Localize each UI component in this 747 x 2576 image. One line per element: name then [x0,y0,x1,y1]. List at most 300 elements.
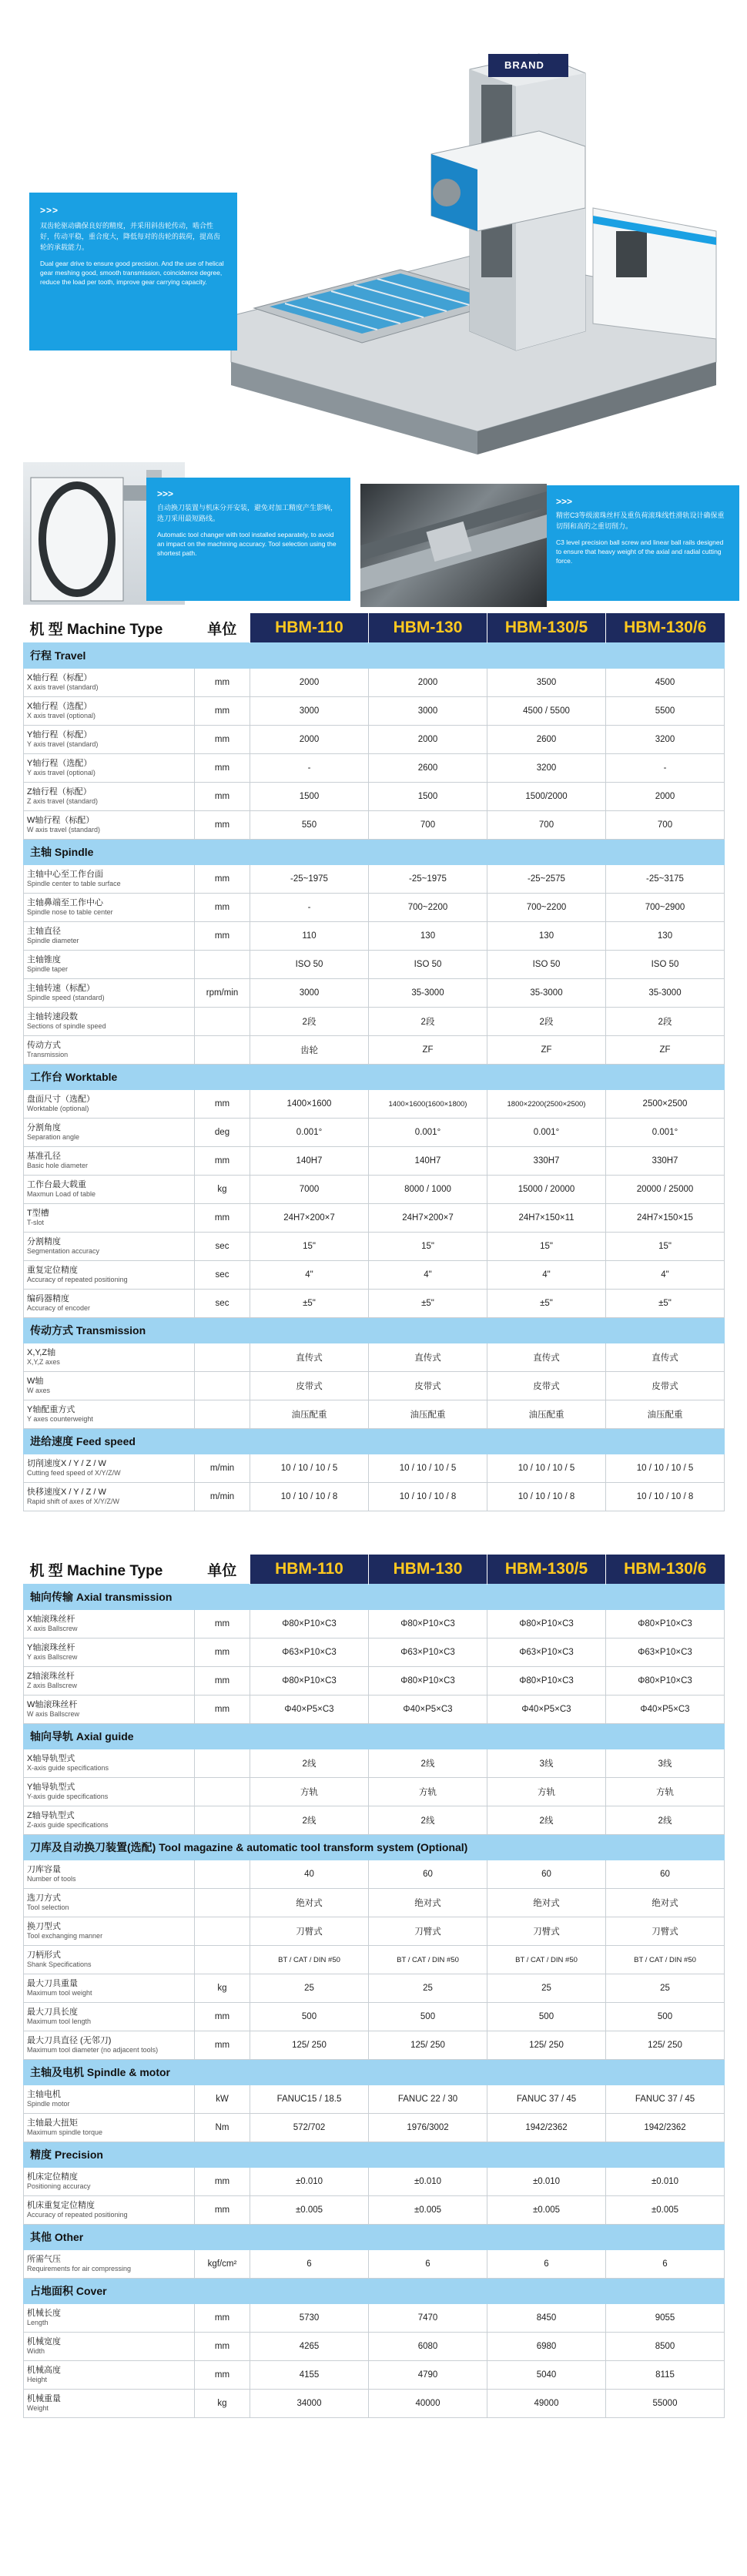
spec-value: 15" [487,1233,606,1261]
spec-unit [195,1946,250,1974]
spec-value: 2线 [369,1749,487,1778]
spec-value: 1500/2000 [487,783,606,811]
spec-label [24,2085,195,2114]
spec-value: 0.001° [606,1119,725,1147]
spec-value: 刀臂式 [606,1917,725,1946]
spec-value: 0.001° [487,1119,606,1147]
panel-arrows: >>> [556,496,573,507]
spec-unit: rpm/min [195,979,250,1008]
spec-label-cn: 最大刀具直径 (无邻刀) [27,2036,112,2045]
spec-value: 5500 [606,697,725,726]
spec-label-en: Y-axis guide specifications [27,1793,109,1800]
spec-value: 刀臂式 [487,1917,606,1946]
spec-value: Φ80×P10×C3 [487,1667,606,1696]
spec-unit [195,1400,250,1429]
spec-unit: deg [195,1119,250,1147]
section-title: 其他 Other [24,2225,725,2250]
spec-value: ±0.010 [250,2168,369,2196]
table-row [24,726,725,754]
spec-value: Φ40×P5×C3 [606,1696,725,1724]
spec-value: 25 [487,1974,606,2003]
section-header [24,1835,725,1860]
spec-unit [195,1806,250,1835]
spec-label [24,1261,195,1290]
ballscrew-rail-photo [360,484,547,607]
spec-label-cn: 主轴锥度 [27,955,61,964]
spec-value: Φ80×P10×C3 [606,1667,725,1696]
spec-table-1 [23,613,725,1511]
spec-label-en: Weight [27,2404,49,2412]
spec-value: Φ80×P10×C3 [606,1610,725,1639]
section-title: 精度 Precision [24,2142,725,2168]
spec-value: 125/ 250 [606,2031,725,2060]
spec-label-cn: 机床重复定位精度 [27,2201,95,2210]
panel-arrows: >>> [157,488,174,499]
section-header [24,1318,725,1343]
spec-value: 4500 / 5500 [487,697,606,726]
spec-label-en: Maximum tool length [27,2018,92,2025]
spec-value: 2段 [606,1008,725,1036]
spec-value: 10 / 10 / 10 / 8 [250,1483,369,1511]
table-row [24,1204,725,1233]
spec-label [24,726,195,754]
spec-value: 刀臂式 [250,1917,369,1946]
spec-label-en: Y axis travel (optional) [27,769,95,776]
spec-label-cn: X轴导轨型式 [27,1754,75,1763]
spec-value: 8000 / 1000 [369,1176,487,1204]
spec-unit: mm [195,1639,250,1667]
spec-label-cn: 刀库容量 [27,1865,61,1874]
spec-label-en: Rapid shift of axes of X/Y/Z/W [27,1498,120,1505]
spec-label [24,1917,195,1946]
spec-value: Φ63×P10×C3 [487,1639,606,1667]
spec-label [24,1946,195,1974]
spec-value: 直传式 [369,1343,487,1372]
spec-label-en: Z-axis guide specifications [27,1821,109,1829]
section-title: 行程 Travel [24,643,725,669]
table-row [24,1639,725,1667]
spec-unit: kW [195,2085,250,2114]
spec-unit: mm [195,1204,250,1233]
spec-value: 2线 [250,1749,369,1778]
spec-value: 油压配重 [250,1400,369,1429]
spec-label-cn: 盘面尺寸（选配） [27,1095,95,1104]
panel-arrows: >>> [40,205,59,216]
spec-label-en: Maximum tool weight [27,1989,92,1997]
spec-label [24,2304,195,2333]
panel-text-cn: 双齿轮驱动确保良好的精度，并采用斜齿轮传动，啮合性好，传动平稳，重合度大，降低每对的齿轮的载荷，提高齿轮的承载能力。 [40,222,221,251]
spec-label [24,1667,195,1696]
spec-value: 2000 [250,726,369,754]
spec-value: 25 [250,1974,369,2003]
spec-label-cn: 机床定位精度 [27,2172,78,2182]
spec-value: 6980 [487,2333,606,2361]
spec-unit [195,1860,250,1889]
spec-label [24,1290,195,1318]
table-row [24,2304,725,2333]
spec-value: Φ63×P10×C3 [606,1639,725,1667]
spec-label-cn: 主轴鼻端至工作中心 [27,898,103,907]
spec-label-en: W axes [27,1387,51,1394]
spec-value: 550 [250,811,369,840]
spec-label [24,1806,195,1835]
spec-value: 方轨 [606,1778,725,1806]
spec-value: 10 / 10 / 10 / 8 [487,1483,606,1511]
spec-label-en: Accuracy of encoder [27,1304,91,1312]
spec-label [24,894,195,922]
spec-label-en: Y axes counterweight [27,1415,93,1423]
spec-label-cn: W轴 [27,1377,44,1386]
spec-label-cn: 所需气压 [27,2255,61,2264]
spec-value: -25~3175 [606,865,725,894]
spec-label-cn: Z轴滚珠丝杆 [27,1672,75,1681]
table-row [24,1889,725,1917]
spec-unit: mm [195,865,250,894]
spec-value: FANUC15 / 18.5 [250,2085,369,2114]
spec-value: 10 / 10 / 10 / 8 [606,1483,725,1511]
spec-value: 2线 [369,1806,487,1835]
spec-label-cn: 刀柄形式 [27,1950,61,1960]
spec-value: 0.001° [369,1119,487,1147]
spec-label [24,922,195,951]
spec-value: -25~1975 [250,865,369,894]
spec-value: 130 [487,922,606,951]
spec-label-en: Shank Specifications [27,1961,92,1968]
spec-label [24,1749,195,1778]
spec-label-en: X axis travel (optional) [27,712,96,719]
spec-value: ZF [487,1036,606,1065]
spec-label [24,1400,195,1429]
spec-label-cn: 传动方式 [27,1041,61,1050]
section-header [24,2225,725,2250]
table-row [24,865,725,894]
spec-unit: mm [195,2304,250,2333]
spec-label [24,1343,195,1372]
table-row [24,1343,725,1372]
spec-value: 2000 [606,783,725,811]
header-model-3: HBM-130/5 [487,1555,606,1585]
spec-value: 60 [487,1860,606,1889]
spec-value: 油压配重 [606,1400,725,1429]
spec-value: 2000 [250,669,369,697]
spec-value: Φ80×P10×C3 [487,1610,606,1639]
panel-text-cn: 精密C3等级滚珠丝杆及重负荷滚珠线性滑轨设计确保重切削和高的之重切削力。 [556,512,725,530]
spec-value: FANUC 37 / 45 [606,2085,725,2114]
spec-label [24,2333,195,2361]
spec-unit [195,951,250,979]
spec-value: 2线 [606,1806,725,1835]
spec-label-en: Maximum spindle torque [27,2128,103,2136]
spec-unit: kgf/cm² [195,2250,250,2279]
section-title: 占地面积 Cover [24,2279,725,2304]
spec-label-en: X axis travel (standard) [27,683,99,691]
table-row [24,979,725,1008]
spec-label [24,783,195,811]
spec-label-en: X,Y,Z axes [27,1358,60,1366]
section-title: 刀库及自动换刀装置(选配) Tool magazine & automatic tool transform system (Optional) [24,1835,725,1860]
spec-label [24,1778,195,1806]
spec-value: 10 / 10 / 10 / 8 [369,1483,487,1511]
spec-value: 直传式 [606,1343,725,1372]
section-title: 轴向导轨 Axial guide [24,1724,725,1749]
spec-value: 0.001° [250,1119,369,1147]
spec-label [24,1036,195,1065]
spec-label [24,2114,195,2142]
spec-label [24,2250,195,2279]
spec-unit: kg [195,2390,250,2418]
spec-value: 700~2900 [606,894,725,922]
spec-label [24,1974,195,2003]
spec-value: 572/702 [250,2114,369,2142]
spec-label [24,2031,195,2060]
spec-value: 8115 [606,2361,725,2390]
spec-value: 2600 [369,754,487,783]
spec-label [24,1610,195,1639]
spec-unit: mm [195,894,250,922]
spec-value: 10 / 10 / 10 / 5 [606,1454,725,1483]
spec-value: 49000 [487,2390,606,2418]
spec-value: 2线 [487,1806,606,1835]
spec-value: 15" [250,1233,369,1261]
table-row [24,1119,725,1147]
spec-value: 油压配重 [487,1400,606,1429]
table-row [24,1749,725,1778]
spec-value: 2000 [369,726,487,754]
section-title: 主轴 Spindle [24,840,725,865]
spec-label [24,1372,195,1400]
spec-label-en: Spindle motor [27,2100,70,2108]
spec-value: Φ40×P5×C3 [369,1696,487,1724]
spec-value: 500 [369,2003,487,2031]
spec-unit: mm [195,1696,250,1724]
spec-label-cn: Y轴导轨型式 [27,1783,75,1792]
spec-unit: mm [195,754,250,783]
spec-value: 35-3000 [606,979,725,1008]
spec-label-cn: Y轴行程（标配） [27,730,92,740]
spec-value: 6 [250,2250,369,2279]
spec-value: ZF [369,1036,487,1065]
spec-value: 绝对式 [606,1889,725,1917]
table-row [24,1667,725,1696]
spec-label-cn: 基准孔径 [27,1152,61,1161]
header-model-2: HBM-130 [369,613,487,643]
spec-value: 4500 [606,669,725,697]
header-model-4: HBM-130/6 [606,1555,725,1585]
spec-label-en: Spindle diameter [27,937,79,944]
section-title: 轴向传输 Axial transmission [24,1585,725,1610]
spec-value: 3线 [606,1749,725,1778]
spec-value: 5730 [250,2304,369,2333]
spec-label-en: Cutting feed speed of X/Y/Z/W [27,1469,121,1477]
spec-value: 1942/2362 [487,2114,606,2142]
spec-label-cn: 选刀方式 [27,1893,61,1903]
table-row [24,1946,725,1974]
spec-unit: mm [195,2003,250,2031]
section-header [24,2060,725,2085]
spec-value: 绝对式 [487,1889,606,1917]
header-model-3: HBM-130/5 [487,613,606,643]
spec-value: 4" [250,1261,369,1290]
table-row [24,697,725,726]
spec-value: 60 [369,1860,487,1889]
spec-label-en: Y axis travel (standard) [27,740,99,748]
ballscrew-graphic [360,484,547,607]
spec-value: 皮带式 [250,1372,369,1400]
spec-value: ISO 50 [369,951,487,979]
spec-label-cn: 最大刀具重量 [27,1979,78,1988]
spec-value: 700~2200 [369,894,487,922]
spec-label-cn: X轴滚珠丝杆 [27,1615,75,1624]
table-row [24,1483,725,1511]
spec-label [24,1008,195,1036]
spec-value: 刀臂式 [369,1917,487,1946]
spec-label-en: Basic hole diameter [27,1162,89,1169]
spec-value: 3200 [487,754,606,783]
spec-value: 15" [369,1233,487,1261]
spec-unit: mm [195,697,250,726]
spec-label-en: Accuracy of repeated positioning [27,2211,128,2219]
spec-value: ±0.005 [369,2196,487,2225]
table-row [24,754,725,783]
spec-label-cn: 主轴最大扭矩 [27,2118,78,2128]
spec-value: 3200 [606,726,725,754]
table-row [24,1778,725,1806]
spec-label-cn: X,Y,Z轴 [27,1348,56,1357]
spec-value: -25~1975 [369,865,487,894]
spec-value: Φ63×P10×C3 [250,1639,369,1667]
spec-value: 2段 [250,1008,369,1036]
spec-value: ±0.005 [250,2196,369,2225]
spec-value: BT / CAT / DIN #50 [250,1946,369,1974]
spec-unit: mm [195,1147,250,1176]
spec-unit: mm [195,726,250,754]
spec-label-cn: Y轴行程（选配） [27,759,92,768]
spec-table-2 [23,1555,725,2418]
spec-label [24,1696,195,1724]
spec-value: Φ80×P10×C3 [250,1667,369,1696]
spec-value: ±5" [487,1290,606,1318]
feature-panel-ballscrew [547,485,739,601]
spec-label [24,1176,195,1204]
spec-label-en: Height [27,2376,48,2383]
table-row [24,2114,725,2142]
spec-label-cn: 编码器精度 [27,1294,69,1303]
spec-value: 皮带式 [487,1372,606,1400]
spec-unit: mm [195,811,250,840]
spec-unit: mm [195,1090,250,1119]
spec-label-en: Tool selection [27,1903,69,1911]
spec-label [24,811,195,840]
spec-value: 3500 [487,669,606,697]
spec-value: ISO 50 [250,951,369,979]
spec-label-cn: 快移速度X / Y / Z / W [27,1488,106,1497]
spec-label-en: Spindle center to table surface [27,880,121,887]
spec-label-cn: 分割角度 [27,1123,61,1132]
spec-value: 24H7×200×7 [369,1204,487,1233]
table-row [24,1610,725,1639]
spec-label [24,2168,195,2196]
spec-unit: mm [195,2196,250,2225]
spec-label-en: X-axis guide specifications [27,1764,109,1772]
spec-unit [195,1008,250,1036]
table-row [24,1147,725,1176]
table-row [24,1036,725,1065]
spec-unit: mm [195,922,250,951]
spec-label-en: Transmission [27,1051,69,1058]
spec-label-en: Number of tools [27,1875,76,1883]
table-row [24,1860,725,1889]
spec-value: 方轨 [250,1778,369,1806]
header-model-2: HBM-130 [369,1555,487,1585]
spec-label-cn: Y轴配重方式 [27,1405,75,1414]
table-row [24,1974,725,2003]
spec-value: 2段 [369,1008,487,1036]
panel-text-cn: 自动换刀装置与机床分开安装，避免对加工精度产生影响，选刀采用最短路线。 [157,504,338,522]
hero-section [0,0,747,609]
spec-unit: mm [195,2168,250,2196]
spec-unit: Nm [195,2114,250,2142]
spec-value: 2000 [369,669,487,697]
spec-value: ZF [606,1036,725,1065]
spec-value: 1976/3002 [369,2114,487,2142]
table-row [24,2390,725,2418]
spec-label-cn: W轴行程（标配） [27,816,95,825]
spec-label-cn: 重复定位精度 [27,1266,78,1275]
spec-unit: sec [195,1290,250,1318]
header-model-1: HBM-110 [250,1555,369,1585]
spec-value: 40 [250,1860,369,1889]
spec-value: 4265 [250,2333,369,2361]
spec-value: 10 / 10 / 10 / 5 [250,1454,369,1483]
spec-value: 40000 [369,2390,487,2418]
section-header [24,1724,725,1749]
spec-label [24,951,195,979]
spec-value: 6 [369,2250,487,2279]
table-row [24,1176,725,1204]
table-row [24,1090,725,1119]
spec-label-en: Z axis Ballscrew [27,1682,78,1689]
section-header [24,840,725,865]
spec-value: 24H7×200×7 [250,1204,369,1233]
spec-label [24,697,195,726]
spec-value: 34000 [250,2390,369,2418]
spec-value: - [250,754,369,783]
section-title: 进给速度 Feed speed [24,1429,725,1454]
spec-value: 6 [606,2250,725,2279]
section-title: 工作台 Worktable [24,1065,725,1090]
spec-value: 直传式 [487,1343,606,1372]
spec-value: ±5" [606,1290,725,1318]
spec-value: Φ40×P5×C3 [487,1696,606,1724]
header-model-1: HBM-110 [250,613,369,643]
table-row [24,2003,725,2031]
spec-label-en: Accuracy of repeated positioning [27,1276,128,1283]
spec-label-cn: 主轴转速段数 [27,1012,78,1021]
spec-value: ISO 50 [606,951,725,979]
spec-label [24,669,195,697]
spec-value: 3线 [487,1749,606,1778]
spec-label-en: Segmentation accuracy [27,1247,100,1255]
spec-label-en: Separation angle [27,1133,80,1141]
spec-label-en: Worktable (optional) [27,1105,89,1112]
spec-value: 皮带式 [369,1372,487,1400]
spec-value: 15" [606,1233,725,1261]
spec-value: 140H7 [369,1147,487,1176]
spec-value: 6 [487,2250,606,2279]
spec-label-en: Width [27,2347,45,2355]
table-row [24,1454,725,1483]
spec-value: ISO 50 [487,951,606,979]
